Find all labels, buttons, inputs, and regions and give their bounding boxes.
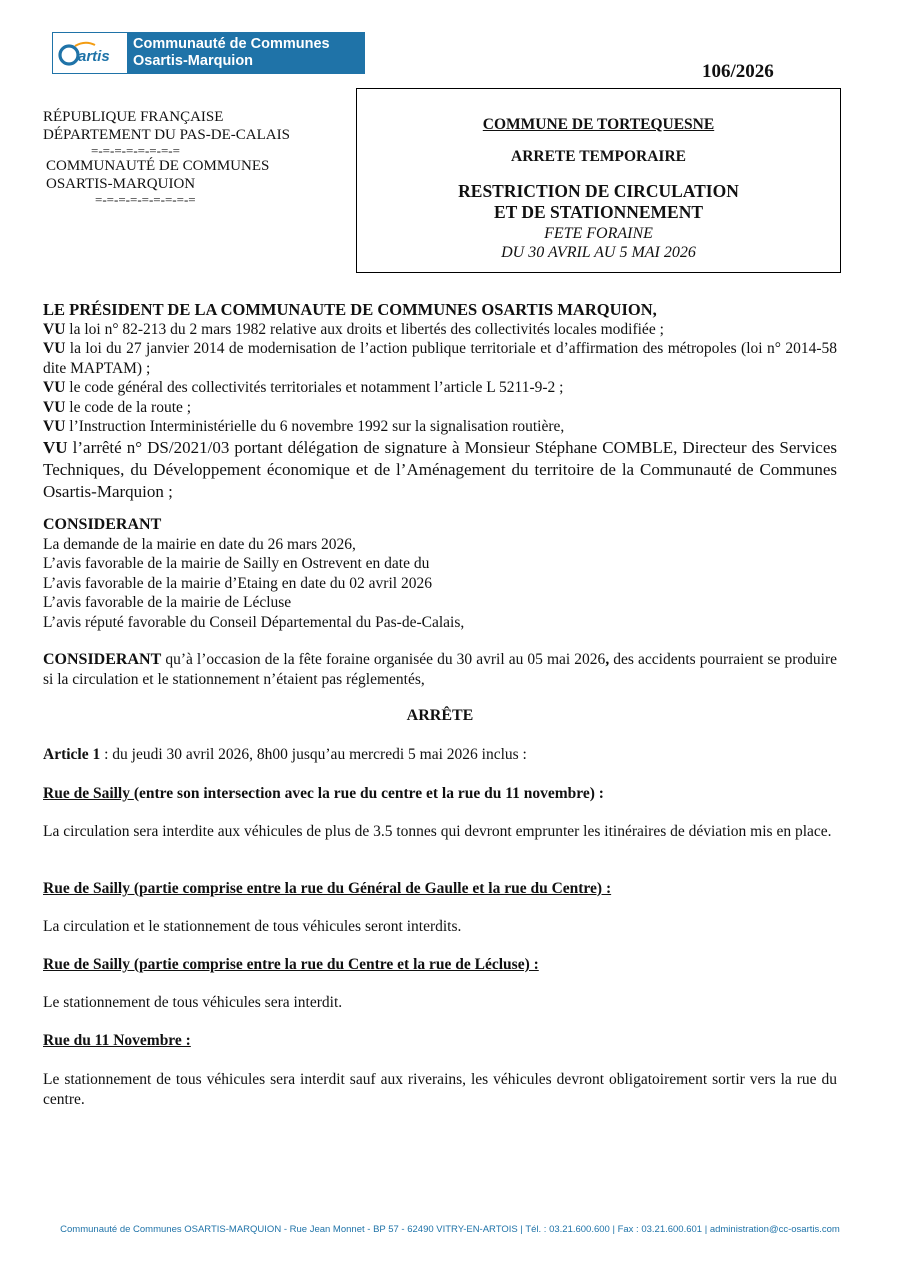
admin-departement: DÉPARTEMENT DU PAS-DE-CALAIS [43, 126, 290, 143]
admin-separator-2: =-=-=-=-=-=-=-=-= [95, 192, 196, 207]
section-1-title: Rue de Sailly (entre son intersection avec la rue du centre et la rue du 11 novembre) : [43, 785, 604, 802]
considerant-2: CONSIDERANT qu’à l’occasion de la fête foraine organisée du 30 avril au 05 mai 2026, des accidents pourraient se produire si la circulation et le stationnement n’étaient pas réglementés, [43, 651, 837, 688]
event-subtitle [357, 224, 840, 262]
page-footer: Communauté de Communes OSARTIS-MARQUION - Rue Jean Monnet - BP 57 - 62490 VITRY-EN-ARTOIS | Tél. : 03.21.600.600 | Fax : 03.21.600.601 | administration@cc-osartis.com [60, 1224, 840, 1235]
logo-line-1: Communauté de Communes [133, 36, 330, 52]
vu-1: VU la loi n° 82-213 du 2 mars 1982 relative aux droits et libertés des collectivités locales modifiée ; [43, 320, 664, 338]
vu-5: VU l’Instruction Interministérielle du 6 novembre 1992 sur la signalisation routière, [43, 418, 565, 435]
arrete-type: ARRETE TEMPORAIRE [511, 148, 686, 165]
vu-label: VU [43, 418, 66, 435]
section-3-title: Rue de Sailly (partie comprise entre la rue du Centre et la rue de Lécluse) : [43, 956, 539, 973]
considerant-title: CONSIDERANT [43, 516, 162, 533]
vu-6: VU l’arrêté n° DS/2021/03 portant délégation de signature à Monsieur Stéphane COMBLE, Directeur des Services Techniques, du Développement économique et de l’Aménagement du territoire de la Communauté de Communes Osartis-Marquion ; [43, 437, 837, 501]
considerant-section [43, 515, 837, 632]
considerant-line-3: L’avis favorable de la mairie d’Etaing en date du 02 avril 2026 [43, 574, 432, 592]
admin-osartis: OSARTIS-MARQUION [46, 175, 196, 192]
restriction-title [357, 181, 840, 223]
considerant-2-label: CONSIDERANT [43, 651, 162, 668]
logo-line-2: Osartis-Marquion [133, 53, 254, 69]
vu-4: VU le code de la route ; [43, 398, 192, 416]
logo-text [127, 33, 364, 73]
admin-header [43, 109, 290, 207]
section-4-text: Le stationnement de tous véhicules sera interdit sauf aux riverains, les véhicules devront obligatoirement sortir vers la rue du centre. [43, 1071, 837, 1108]
vu-3: VU le code général des collectivités territoriales et notamment l’article L 5211-9-2 ; [43, 379, 564, 396]
considerant-line-4: L’avis favorable de la mairie de Lécluse [43, 594, 292, 611]
admin-communaute: COMMUNAUTÉ DE COMMUNES [46, 158, 270, 174]
section-2-text: La circulation et le stationnement de tous véhicules seront interdits. [43, 918, 462, 935]
event-name: FETE FORAINE [544, 225, 653, 242]
admin-republique: RÉPUBLIQUE FRANÇAISE [43, 109, 224, 125]
vu-label: VU [43, 398, 66, 416]
considerant-line-2: L’avis favorable de la mairie de Sailly en Ostrevent en date du [43, 555, 430, 572]
considerant-line-5: L’avis réputé favorable du Conseil Départemental du Pas-de-Calais, [43, 613, 465, 631]
vu-label: VU [43, 320, 66, 338]
president-line: LE PRÉSIDENT DE LA COMMUNAUTE DE COMMUNES OSARTIS MARQUION, [43, 300, 657, 319]
vu-label: VU [43, 340, 66, 357]
article-1-label: Article 1 [43, 746, 101, 763]
vu-label: VU [43, 437, 68, 457]
svg-text:artis: artis [78, 48, 110, 65]
vu-2: VU la loi du 27 janvier 2014 de modernisation de l’action publique territoriale et d’affirmation des métropoles (loi n° 2014-58 dite MAPTAM) ; [43, 340, 837, 377]
decree-reference: 106/2026 [702, 61, 774, 82]
restriction-title-1: RESTRICTION DE CIRCULATION [458, 181, 739, 201]
section-1-text: La circulation sera interdite aux véhicules de plus de 3.5 tonnes qui devront emprunter les itinéraires de déviation mis en place. [43, 823, 832, 840]
osartis-logo-mark [53, 33, 127, 73]
vu-label: VU [43, 379, 66, 396]
osartis-logo-icon [55, 36, 125, 70]
restriction-title-2: ET DE STATIONNEMENT [493, 202, 704, 222]
preamble [43, 300, 837, 503]
article-1: Article 1 : du jeudi 30 avril 2026, 8h00 jusqu’au mercredi 5 mai 2026 inclus : [43, 746, 527, 763]
section-3-text: Le stationnement de tous véhicules sera interdit. [43, 994, 343, 1011]
osartis-logo [52, 32, 365, 74]
event-dates: DU 30 AVRIL AU 5 MAI 2026 [501, 244, 696, 261]
arrete-heading: ARRÊTE [406, 707, 474, 724]
admin-separator-1: =-=-=-=-=-=-=-= [91, 143, 180, 158]
title-box [356, 88, 841, 273]
considerant-line-1: La demande de la mairie en date du 26 mars 2026, [43, 535, 356, 553]
section-4-title: Rue du 11 Novembre : [43, 1032, 191, 1049]
section-2-title: Rue de Sailly (partie comprise entre la rue du Général de Gaulle et la rue du Centre) : [43, 880, 612, 897]
commune-title: COMMUNE DE TORTEQUESNE [482, 116, 715, 133]
